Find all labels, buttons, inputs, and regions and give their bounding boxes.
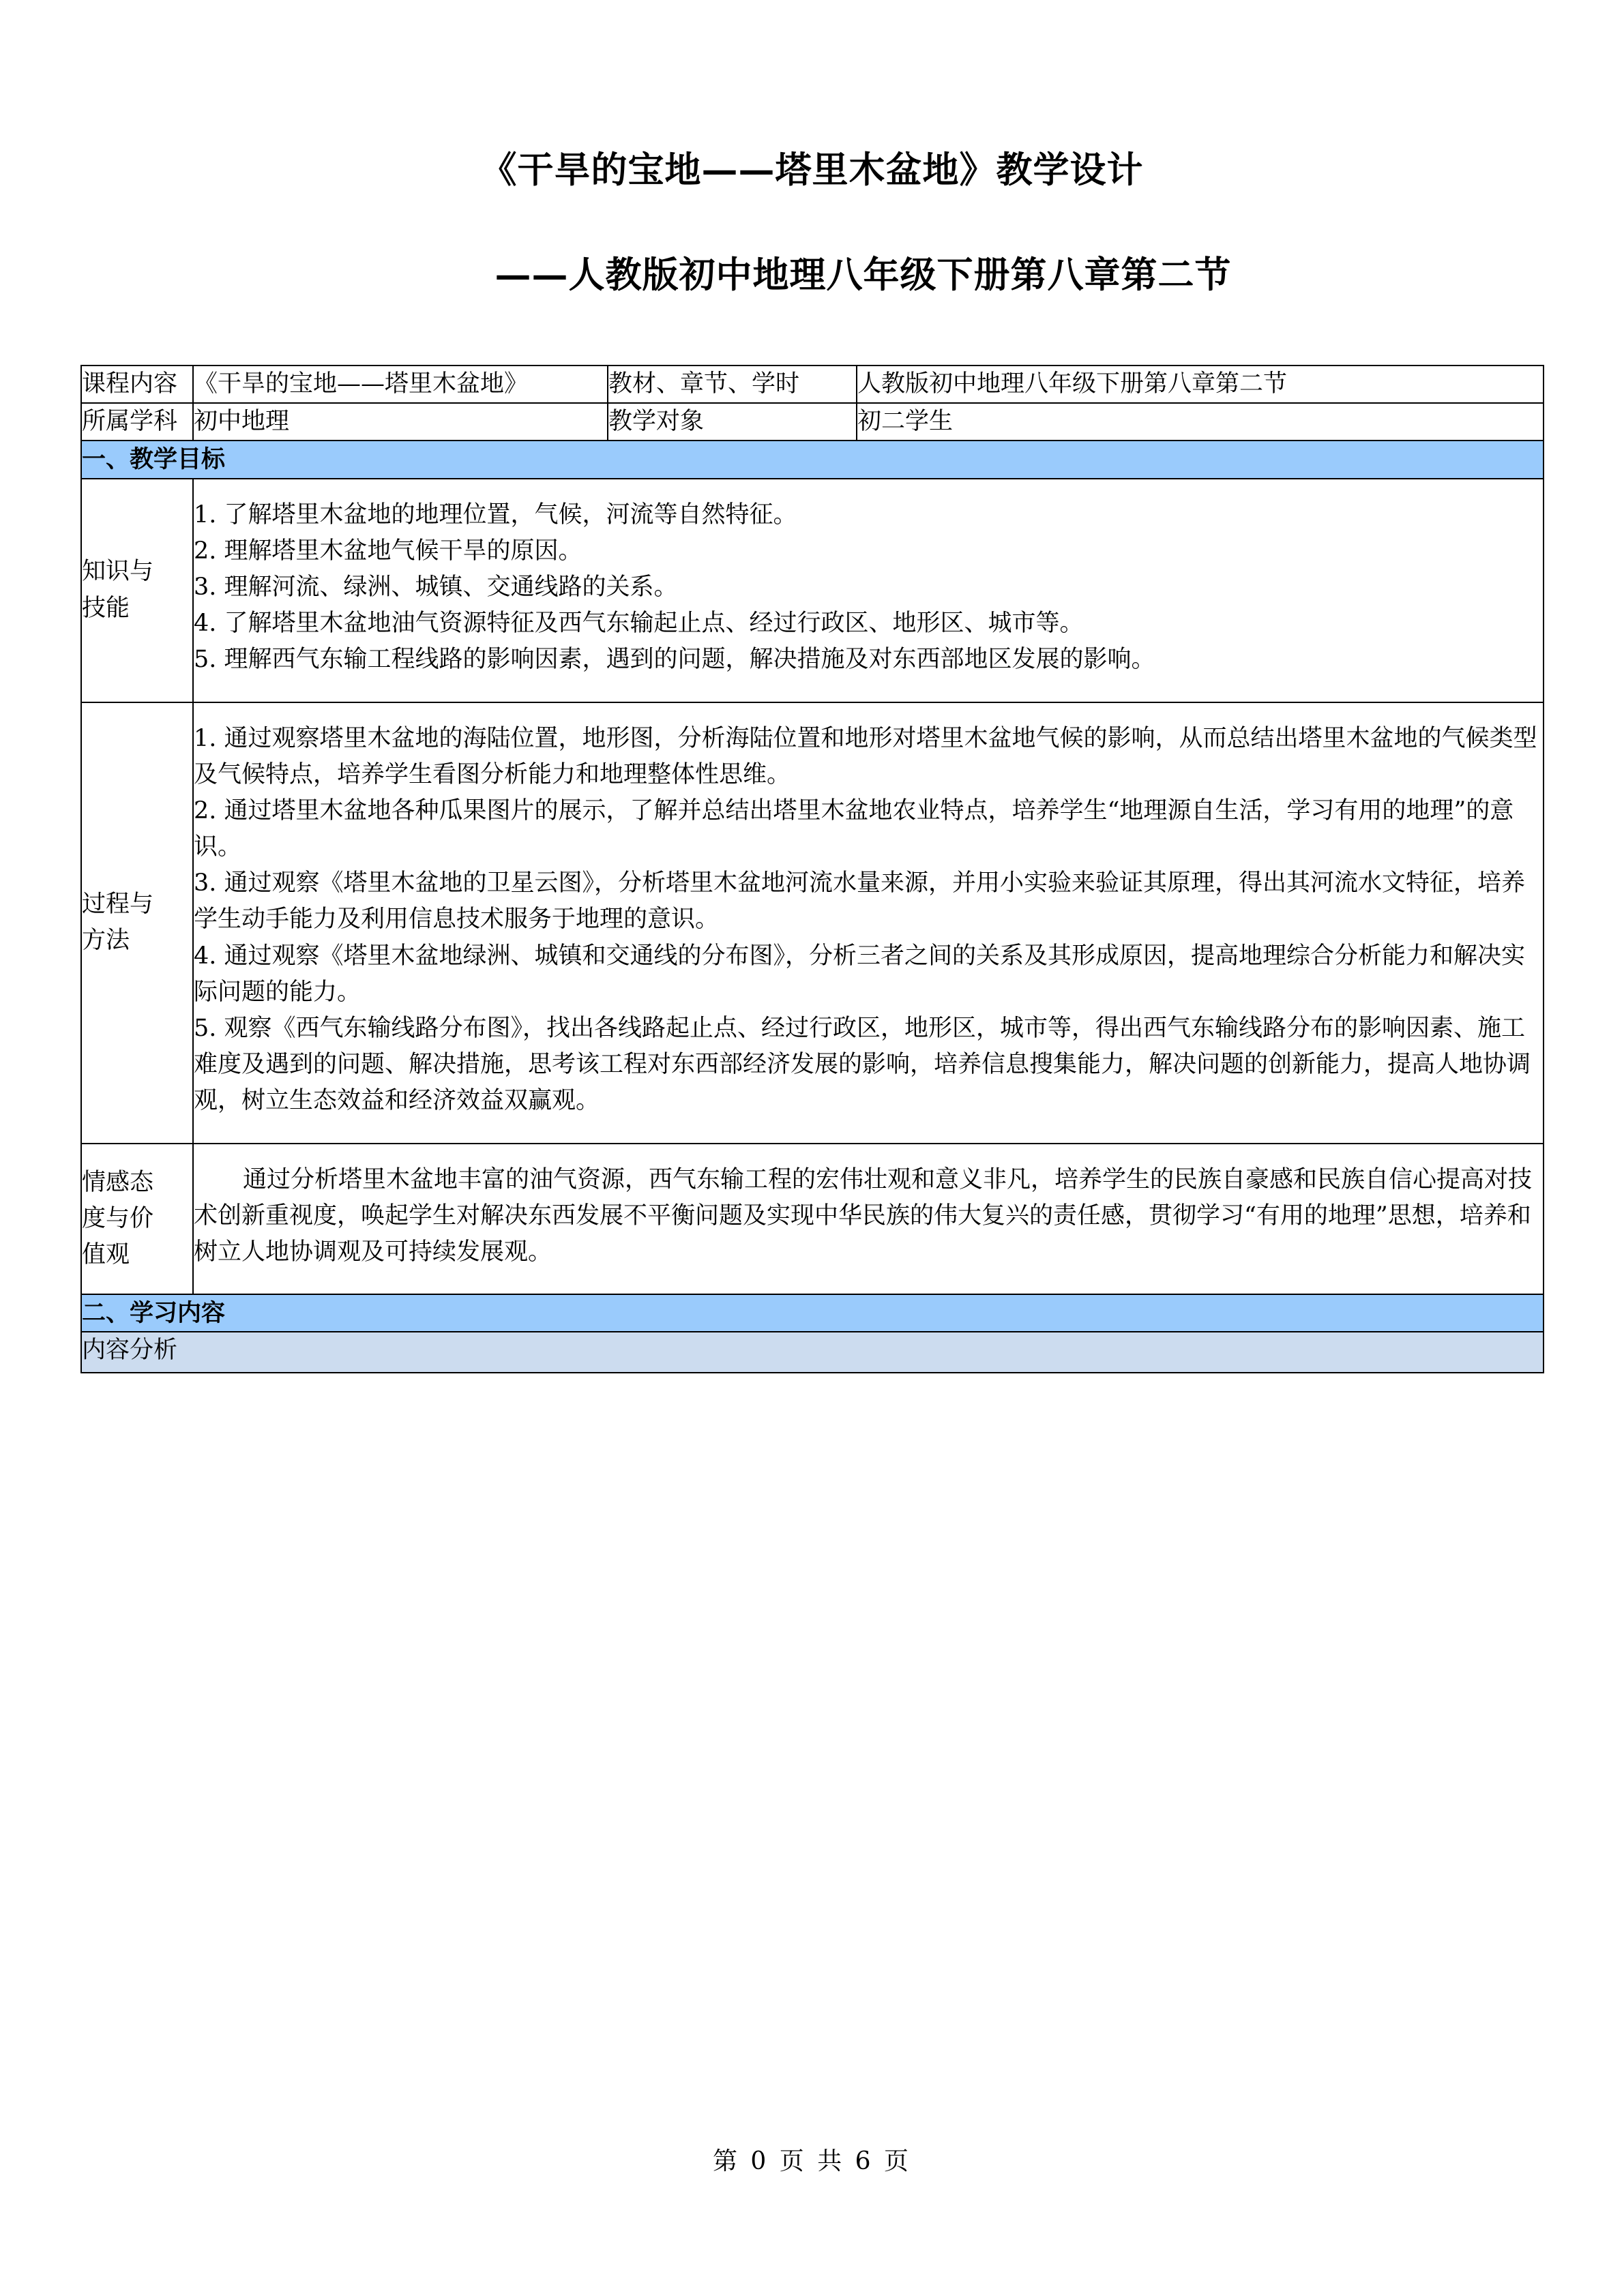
cell-course-content-value: 《干旱的宝地——塔里木盆地》 — [193, 366, 608, 403]
list-item: 5. 观察《西气东输线路分布图》，找出各线路起止点、经过行政区，地形区，城市等，得出西气东输线路分布的影响因素、施工难度及遇到的问题、解决措施，思考该工程对东西部经济发展的影响，培养信息搜集能力，解决问题的创新能力，提高人地协调观，树立生态效益和经济效益双赢观。 — [194, 1015, 1531, 1115]
list-item: 1. 通过观察塔里木盆地的海陆位置，地形图，分析海陆位置和地形对塔里木盆地气候的影响，从而总结出塔里木盆地的气候类型及气候特点，培养学生看图分析能力和地理整体性思维。 — [194, 724, 1537, 788]
table-row-content-analysis-heading — [81, 1332, 1544, 1373]
list-item: 2. 通过塔里木盆地各种瓜果图片的展示，了解并总结出塔里木盆地农业特点，培养学生“地理源自生活，学习有用的地理”的意识。 — [194, 796, 1514, 861]
list-item: 1. 了解塔里木盆地的地理位置，气候，河流等自然特征。 — [194, 501, 797, 528]
process-methods-list — [194, 721, 1543, 1120]
cell-emotion-attitude-values-content — [193, 1144, 1544, 1295]
list-item: 3. 理解河流、绿洲、城镇、交通线路的关系。 — [194, 573, 678, 601]
page-title: 《干旱的宝地——塔里木盆地》教学设计 — [480, 149, 1144, 191]
cell-textbook-chapter-value: 人教版初中地理八年级下册第八章第二节 — [857, 366, 1544, 403]
cell-subject-value: 初中地理 — [193, 403, 608, 441]
cell-process-methods-label: 过程与 方法 — [81, 702, 193, 1144]
table-row-teaching-goals-heading — [81, 441, 1544, 478]
list-item: 4. 了解塔里木盆地油气资源特征及西气东输起止点、经过行政区、地形区、城市等。 — [194, 610, 1084, 638]
table-row-subject-info — [81, 403, 1544, 441]
section-heading-teaching-goals: 一、教学目标 — [81, 441, 1544, 478]
table-row-process-methods — [81, 702, 1544, 1144]
cell-textbook-chapter-label: 教材、章节、学时 — [608, 366, 857, 403]
table-row-course-info — [81, 366, 1544, 403]
cell-knowledge-skills-content — [193, 479, 1544, 702]
section-heading-content-analysis: 内容分析 — [81, 1332, 1544, 1373]
cell-process-methods-content — [193, 702, 1544, 1144]
subtitle-block — [0, 254, 1624, 297]
lesson-plan-table — [80, 365, 1544, 1373]
table-row-knowledge-skills — [81, 479, 1544, 702]
cell-subject-label: 所属学科 — [81, 403, 193, 441]
list-item: 4. 通过观察《塔里木盆地绿洲、城镇和交通线的分布图》，分析三者之间的关系及其形成原因，提高地理综合分析能力和解决实际问题的能力。 — [194, 942, 1526, 1006]
page-footer: 第 0 页 共 6 页 — [712, 2147, 912, 2175]
table-row-emotion-attitude-values — [81, 1144, 1544, 1295]
table-row-learning-content-heading — [81, 1294, 1544, 1332]
cell-emotion-attitude-values-label: 情感态 度与价 值观 — [81, 1144, 193, 1295]
list-item: 5. 理解西气东输工程线路的影响因素，遇到的问题，解决措施及对东西部地区发展的影响。 — [194, 646, 1155, 674]
list-item: 2. 理解塔里木盆地气候干旱的原因。 — [194, 537, 582, 565]
knowledge-skills-list — [194, 497, 1543, 679]
cell-audience-label: 教学对象 — [608, 403, 857, 441]
cell-course-content-label: 课程内容 — [81, 366, 193, 403]
cell-knowledge-skills-label: 知识与 技能 — [81, 479, 193, 702]
cell-audience-value: 初二学生 — [857, 403, 1544, 441]
section-heading-learning-content: 二、学习内容 — [81, 1294, 1544, 1332]
page-subtitle: ——人教版初中地理八年级下册第八章第二节 — [494, 254, 1232, 296]
emotion-attitude-values-text: 通过分析塔里木盆地丰富的油气资源，西气东输工程的宏伟壮观和意义非凡，培养学生的民族自豪感和民族自信心提高对技术创新重视度，唤起学生对解决东西发展不平衡问题及实现中华民族的伟大复兴的责任感，贯彻学习“有用的地理”思想，培养和树立人地协调观及可持续发展观。 — [194, 1165, 1533, 1266]
title-block — [0, 149, 1624, 192]
list-item: 3. 通过观察《塔里木盆地的卫星云图》，分析塔里木盆地河流水量来源，并用小实验来验证其原理，得出其河流水文特征，培养学生动手能力及利用信息技术服务于地理的意识。 — [194, 869, 1526, 934]
